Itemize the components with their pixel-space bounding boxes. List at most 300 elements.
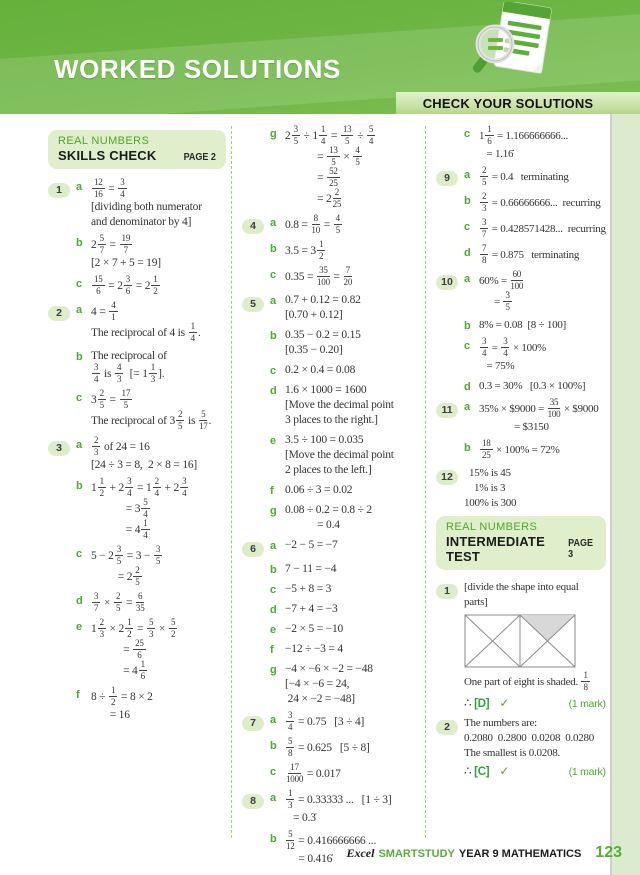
part-letter: a	[76, 181, 83, 193]
fraction: $\frac{3}{5}$	[155, 544, 161, 566]
math-line: 8% = 0.08 [8 ÷ 100]	[479, 319, 566, 331]
question-number-badge: 11	[436, 403, 458, 418]
solution-content	[91, 546, 226, 588]
question-number-badge: 3	[48, 441, 70, 456]
section-eyebrow: REAL NUMBERS	[446, 521, 538, 533]
mark-allocation: (1 mark)	[568, 766, 606, 778]
part-letter: c	[464, 128, 471, 140]
solution-content	[464, 580, 606, 711]
fraction: $\frac{4}{5}$	[335, 213, 340, 235]
part-letter: c	[76, 392, 83, 404]
answer-line	[464, 696, 606, 711]
solution-content	[285, 712, 421, 733]
solution-row	[242, 764, 421, 785]
part-letter: d	[76, 595, 83, 607]
math-line: 0.8 = $\frac{8}{10}$ = $\frac{4}{5}$	[285, 213, 340, 235]
fraction: $\frac{5}{8}$	[288, 736, 293, 758]
solution-content	[285, 328, 421, 358]
fraction: $\frac{17}{5}$	[121, 388, 131, 410]
question-number-badge: 5	[242, 297, 264, 312]
solution-content	[479, 126, 606, 162]
part-letter: b	[76, 237, 83, 249]
part-letter: a	[464, 401, 471, 413]
solution-row	[436, 318, 606, 333]
math-line: 0.3 = 30% [0.3 × 100%]	[479, 380, 586, 392]
fraction: $\frac{1}{6}$	[140, 659, 145, 681]
math-line: $\frac{5}{8}$ = 0.625 [5 ÷ 8]	[288, 736, 370, 758]
fraction: $\frac{60}{100}$	[510, 269, 524, 291]
part-letter: f	[270, 485, 274, 497]
math-line: 3 $\frac{2}{5}$ = $\frac{17}{5}$	[91, 388, 131, 410]
question-number-badge: 2	[48, 306, 70, 321]
fraction: $\frac{3}{7}$	[482, 217, 487, 239]
part-letter: d	[270, 604, 277, 616]
fraction: $\frac{2}{4}$	[154, 476, 159, 498]
part-letter: c	[270, 365, 277, 377]
fraction: $\frac{1}{4}$	[143, 518, 148, 540]
math-line: $\frac{5}{12}$ = 0.416666666 ...	[286, 829, 377, 851]
math-line: 1 $\frac{1}{2}$ + 2 $\frac{3}{4}$ = 1 $\frac{2}{4}$ + 2 $\frac{3}{4}$	[91, 476, 187, 498]
part-letter: a	[270, 540, 277, 552]
fraction: $\frac{7}{20}$	[343, 265, 353, 287]
part-letter: c	[76, 548, 83, 560]
math-line: −2 × 5 = −10	[285, 623, 344, 635]
fraction: $\frac{13}{5}$	[329, 145, 338, 167]
math-line: [−4 × −6 = 24,	[285, 678, 350, 690]
solution-row	[242, 126, 421, 210]
solution-content	[285, 483, 421, 498]
math-line: 7 − 11 = −4	[285, 563, 337, 575]
solution-row	[242, 538, 421, 557]
fraction: $\frac{2}{3}$	[94, 435, 99, 457]
math-line: $\frac{12}{16}$ = $\frac{3}{4}$	[94, 177, 125, 199]
fraction: $\frac{7}{8}$	[482, 243, 487, 265]
solution-row	[242, 383, 421, 428]
question-number-badge: 7	[242, 716, 264, 731]
solution-row	[436, 193, 606, 214]
part-letter: c	[464, 340, 471, 352]
math-line: 24 × −2 = −48]	[285, 693, 355, 705]
part-letter: c	[270, 584, 277, 596]
section-header	[436, 516, 606, 570]
fraction: $\frac{3}{4}$	[182, 476, 187, 498]
part-letter: g	[270, 128, 277, 140]
solution-row	[48, 390, 226, 432]
solution-content	[464, 466, 606, 511]
fraction: $\frac{2}{5}$	[99, 388, 104, 410]
fraction: $\frac{1}{2}$	[127, 617, 132, 639]
solution-row	[242, 622, 421, 637]
section-header	[48, 130, 226, 169]
therefore-symbol: ∴	[464, 696, 475, 710]
solution-row	[436, 580, 606, 711]
solution-content	[479, 318, 606, 333]
answer-choice: [D]	[474, 698, 490, 710]
part-letter: c	[464, 221, 471, 233]
answer-choice-group	[464, 764, 509, 779]
part-letter: e	[76, 621, 83, 633]
solution-row	[48, 687, 226, 723]
fraction: $\frac{3}{4}$	[288, 710, 293, 732]
math-line: −12 ÷ −3 = 4	[285, 643, 343, 655]
fraction: $\frac{1}{6}$	[487, 124, 492, 146]
solution-row	[242, 241, 421, 262]
math-line: [divide the shape into equal	[464, 581, 579, 593]
part-letter: b	[76, 480, 83, 492]
math-line: 3.5 ÷ 100 = 0.035	[285, 434, 364, 446]
solution-row	[48, 593, 226, 614]
solution-content	[285, 790, 421, 826]
fraction: $\frac{8}{10}$	[311, 213, 321, 235]
part-letter: b	[464, 442, 471, 454]
math-line: The reciprocal of 3 $\frac{2}{5}$ is $\frac{5}{17}$ .	[91, 409, 212, 431]
solution-row	[242, 503, 421, 533]
solution-content	[479, 193, 606, 214]
fraction: $\frac{3}{7}$	[94, 591, 99, 613]
math-line: parts]	[464, 596, 488, 608]
part-letter: b	[270, 564, 277, 576]
part-letter: a	[270, 295, 277, 307]
solution-content	[285, 267, 421, 288]
solution-row	[242, 602, 421, 617]
part-letter: b	[270, 833, 277, 845]
solution-content	[285, 764, 421, 785]
book-subject: YEAR 9 MATHEMATICS	[458, 848, 582, 860]
solution-content	[285, 241, 421, 262]
solution-row	[436, 338, 606, 374]
part-letter: a	[464, 273, 471, 285]
solution-row	[436, 440, 606, 461]
solution-row	[242, 293, 421, 323]
math-line: [Move the decimal point	[285, 399, 394, 411]
solution-content	[285, 383, 421, 428]
math-line: = 2 $\frac{2}{5}$	[91, 565, 140, 587]
fraction: $\frac{5}{4}$	[143, 497, 148, 519]
math-line: 100% is 300	[464, 497, 517, 509]
part-letter: b	[270, 243, 277, 255]
section-title: SKILLS CHECK	[58, 148, 157, 163]
math-line: −4 × −6 × −2 = −48	[285, 663, 373, 675]
math-line: $\frac{3}{4}$ = 0.75 [3 ÷ 4]	[288, 710, 365, 732]
fraction: $\frac{4}{3}$	[116, 362, 122, 384]
math-line: The reciprocal of 4 is $\frac{1}{4}$ .	[91, 321, 201, 343]
part-letter: a	[76, 304, 83, 316]
solution-content	[91, 235, 226, 271]
solution-content	[285, 642, 421, 657]
solution-content	[479, 440, 606, 461]
math-line: One part of eight is shaded. $\frac{1}{8}$	[464, 670, 588, 692]
part-letter: f	[270, 644, 274, 656]
math-line: = 16	[91, 709, 130, 721]
shaded-shape-figure	[464, 614, 576, 668]
math-line: 2 $\frac{3}{5}$ ÷ 1 $\frac{1}{4}$ = $\frac{13}{5}$ ÷ $\frac{5}{4}$	[285, 124, 374, 146]
fraction: $\frac{1}{8}$	[583, 670, 588, 692]
fraction: $\frac{18}{25}$	[482, 438, 491, 460]
solution-content	[91, 437, 226, 473]
math-line: −2 − 5 = −7	[285, 539, 338, 551]
question-number-badge: 9	[436, 171, 458, 186]
fraction: $\frac{52}{25}$	[329, 166, 338, 188]
fraction: $\frac{3}{4}$	[482, 336, 487, 358]
solution-row	[242, 267, 421, 288]
solution-row	[242, 363, 421, 378]
math-line: [Move the decimal point	[285, 449, 394, 461]
solution-content	[479, 245, 606, 266]
solution-row	[436, 399, 606, 435]
solution-row	[48, 302, 226, 344]
solution-content	[285, 215, 421, 236]
solution-content	[285, 662, 421, 707]
fraction: $\frac{5}{3}$	[149, 617, 154, 639]
math-line: = 0.416̇	[285, 853, 333, 865]
fraction: $\frac{25}{6}$	[135, 638, 144, 660]
math-line: 0.06 ÷ 3 = 0.02	[285, 484, 353, 496]
math-line: 2 $\frac{5}{7}$ = $\frac{19}{7}$	[91, 233, 131, 255]
solution-row	[436, 466, 606, 511]
part-letter: e	[270, 624, 277, 636]
math-line: 0.35 = $\frac{35}{100}$ = $\frac{7}{20}$	[285, 265, 353, 287]
solution-row	[242, 215, 421, 236]
fraction: $\frac{1}{3}$	[288, 788, 293, 810]
fraction: $\frac{3}{4}$	[120, 177, 125, 199]
part-letter: a	[464, 169, 471, 181]
solution-row	[436, 271, 606, 313]
solution-content	[285, 582, 421, 597]
question-number-badge: 12	[436, 470, 458, 485]
part-letter: g	[270, 664, 277, 676]
question-number-badge: 1	[48, 183, 70, 198]
fraction: $\frac{3}{5}$	[505, 290, 510, 312]
answer-line	[464, 764, 606, 779]
fraction: $\frac{4}{5}$	[355, 145, 360, 167]
question-number-badge: 10	[436, 275, 458, 290]
section-title: INTERMEDIATE TEST	[446, 534, 545, 564]
math-line: [24 ÷ 3 = 8, 2 × 8 = 16]	[91, 459, 198, 471]
math-line: 15% is 45	[464, 467, 511, 479]
fraction: $\frac{2}{25}$	[332, 187, 342, 209]
fraction: $\frac{2}{5}$	[115, 591, 121, 613]
part-letter: f	[76, 689, 80, 701]
brand-excel: Excel	[346, 846, 375, 860]
fraction: $\frac{3}{4}$	[127, 476, 132, 498]
solution-row	[48, 546, 226, 588]
math-line: −5 + 8 = 3	[285, 583, 332, 595]
math-line: $\frac{3}{4}$ = $\frac{3}{4}$ × 100%	[482, 336, 547, 358]
math-line: = 0.4	[285, 519, 340, 531]
page-edge-strip	[610, 114, 640, 875]
answer-choice: [C]	[474, 766, 490, 778]
section-eyebrow: REAL NUMBERS	[58, 135, 150, 147]
solution-row	[436, 379, 606, 394]
math-line: and denominator by 4]	[91, 216, 192, 228]
math-line: = $\frac{3}{5}$	[479, 290, 510, 312]
math-line: = 3 $\frac{5}{4}$	[91, 497, 148, 519]
solution-content	[91, 478, 226, 541]
math-line: $\frac{17}{1000}$ = 0.017	[286, 762, 341, 784]
math-line: = 4 $\frac{1}{6}$	[91, 659, 145, 681]
solution-content	[285, 622, 421, 637]
fraction: $\frac{3}{4}$	[503, 336, 508, 358]
solution-row	[436, 716, 606, 779]
math-line: $\frac{15}{6}$ = 2 $\frac{3}{6}$ = 2 $\frac{1}{2}$	[94, 274, 158, 296]
math-line: [0.35 − 0.20]	[285, 344, 343, 356]
solution-content	[285, 538, 421, 557]
math-line: −7 + 4 = −3	[285, 603, 338, 615]
fraction: $\frac{3}{5}$	[293, 124, 298, 146]
solution-content	[91, 302, 226, 344]
math-line: 1.6 × 1000 = 1600	[285, 384, 367, 396]
mark-allocation: (1 mark)	[568, 698, 606, 710]
math-line: The smallest is 0.0208.	[464, 747, 560, 759]
question-number-badge: 2	[436, 720, 458, 735]
solution-row	[48, 235, 226, 271]
fraction: $\frac{3}{5}$	[116, 544, 122, 566]
solution-row	[48, 437, 226, 473]
solution-content	[285, 562, 421, 577]
part-letter: c	[76, 278, 83, 290]
fraction: $\frac{1}{2}$	[318, 239, 324, 261]
answer-choice-group	[464, 696, 509, 711]
math-line: [dividing both numerator	[91, 201, 202, 213]
math-line: $\frac{18}{25}$ × 100% = 72%	[482, 438, 560, 460]
solution-row	[436, 219, 606, 240]
math-line: $\frac{2}{5}$ = 0.4 terminating	[482, 165, 569, 187]
page-title: WORKED SOLUTIONS	[54, 54, 341, 84]
fraction: $\frac{2}{3}$	[99, 617, 104, 639]
solution-content	[479, 399, 606, 435]
math-line: = $3150	[479, 421, 549, 433]
question-number-badge: 8	[242, 794, 264, 809]
math-line: 0.7 + 0.12 = 0.82	[285, 294, 361, 306]
fraction: $\frac{2}{3}$	[482, 191, 487, 213]
solution-row	[48, 276, 226, 297]
math-line: 35% × $9000 = $\frac{35}{100}$ × $9000	[479, 397, 599, 419]
math-line: The numbers are:	[464, 717, 537, 729]
part-letter: b	[464, 195, 471, 207]
fraction: $\frac{4}{1}$	[111, 300, 116, 322]
part-letter: d	[270, 385, 277, 397]
part-letter: d	[464, 247, 471, 259]
math-line: 0.2080 0.2800 0.0208 0.0280	[464, 732, 594, 744]
part-letter: b	[270, 330, 277, 342]
part-letter: e	[270, 435, 277, 447]
checkmark-icon: ✓	[499, 764, 510, 778]
solution-content	[91, 179, 226, 230]
part-letter: a	[270, 792, 277, 804]
math-line: $\frac{3}{7}$ = 0.428571428... recurring	[482, 217, 606, 239]
solution-row	[242, 738, 421, 759]
question-number-badge: 1	[436, 584, 458, 599]
solution-row	[48, 619, 226, 682]
solution-content	[285, 293, 421, 323]
fraction: $\frac{1}{2}$	[111, 685, 116, 707]
math-line: $\frac{1}{3}$ = 0.33333 ... [1 ÷ 3]	[288, 788, 392, 810]
solution-content	[479, 219, 606, 240]
part-letter: a	[76, 439, 83, 451]
question-number-badge: 6	[242, 542, 264, 557]
solution-content	[479, 271, 606, 313]
math-line: $\frac{3}{7}$ × $\frac{2}{5}$ = $\frac{6}{35}$	[94, 591, 145, 613]
math-line: [0.70 + 0.12]	[285, 309, 343, 321]
solution-content	[285, 602, 421, 617]
solution-content	[91, 276, 226, 297]
brand-smartstudy: SMARTSTUDY	[378, 848, 455, 860]
fraction: $\frac{3}{4}$	[94, 362, 99, 384]
fraction: $\frac{3}{6}$	[125, 274, 131, 296]
math-line: = $\frac{25}{6}$	[91, 638, 144, 660]
solution-content	[479, 338, 606, 374]
part-letter: a	[270, 714, 277, 726]
page-number: 123	[595, 844, 622, 861]
math-line: 8 ÷ $\frac{1}{2}$ = 8 × 2	[91, 685, 153, 707]
math-line: 0.2 × 0.4 = 0.08	[285, 364, 356, 376]
fraction: $\frac{5}{7}$	[99, 233, 104, 255]
solution-content	[285, 738, 421, 759]
fraction: $\frac{17}{1000}$	[286, 762, 304, 784]
math-line: = 0.3̇	[285, 812, 316, 824]
section-page-ref: PAGE 2	[183, 152, 216, 163]
math-line: 2 places to the left.]	[285, 464, 372, 476]
math-line: 3 places to the right.]	[285, 414, 378, 426]
fraction: $\frac{1}{2}$	[99, 476, 104, 498]
solution-row	[242, 712, 421, 733]
solution-row	[436, 126, 606, 162]
solution-content	[479, 167, 606, 188]
math-line: $\frac{7}{8}$ = 0.875 terminating	[482, 243, 580, 265]
solution-content	[91, 390, 226, 432]
page-footer	[346, 844, 622, 862]
solution-content	[91, 619, 226, 682]
math-line: 3.5 = 3 $\frac{1}{2}$	[285, 239, 324, 261]
section-page-ref: PAGE 3	[567, 538, 593, 560]
part-letter: c	[270, 269, 277, 281]
math-line: $\frac{2}{3}$ = 0.66666666... recurring	[482, 191, 601, 213]
part-letter: a	[270, 217, 277, 229]
solution-row	[242, 582, 421, 597]
fraction: $\frac{12}{16}$	[94, 177, 103, 199]
solution-content	[91, 687, 226, 723]
checkmark-icon: ✓	[499, 696, 510, 710]
solution-content	[91, 593, 226, 614]
solution-row	[242, 642, 421, 657]
page-header	[0, 0, 640, 114]
fraction: $\frac{2}{5}$	[135, 565, 140, 587]
part-letter: b	[76, 351, 83, 363]
fraction: $\frac{5}{2}$	[170, 617, 176, 639]
solution-row	[242, 433, 421, 478]
solution-content	[464, 716, 606, 779]
solution-row	[436, 167, 606, 188]
math-line: [2 × 7 + 5 = 19]	[91, 257, 161, 269]
solution-row	[436, 245, 606, 266]
fraction: $\frac{1}{2}$	[153, 274, 158, 296]
math-line: = 4 $\frac{1}{4}$	[91, 518, 148, 540]
fraction: $\frac{13}{5}$	[342, 124, 352, 146]
math-line: $\frac{2}{3}$ of 24 = 16	[94, 435, 150, 457]
solution-content	[91, 349, 226, 385]
fraction: $\frac{1}{4}$	[320, 124, 326, 146]
fraction: $\frac{1}{4}$	[190, 321, 195, 343]
fraction: $\frac{15}{6}$	[94, 274, 103, 296]
check-your-solutions-banner: CHECK YOUR SOLUTIONS	[396, 92, 640, 114]
solution-row	[242, 790, 421, 826]
solution-row	[242, 328, 421, 358]
fraction: $\frac{6}{35}$	[135, 591, 145, 613]
column-right	[426, 126, 606, 838]
fraction: $\frac{35}{100}$	[316, 265, 330, 287]
math-line: 1 $\frac{1}{6}$ = 1.166666666...	[479, 124, 568, 146]
math-line: 5 − 2 $\frac{3}{5}$ = 3 − $\frac{3}{5}$	[91, 544, 161, 566]
